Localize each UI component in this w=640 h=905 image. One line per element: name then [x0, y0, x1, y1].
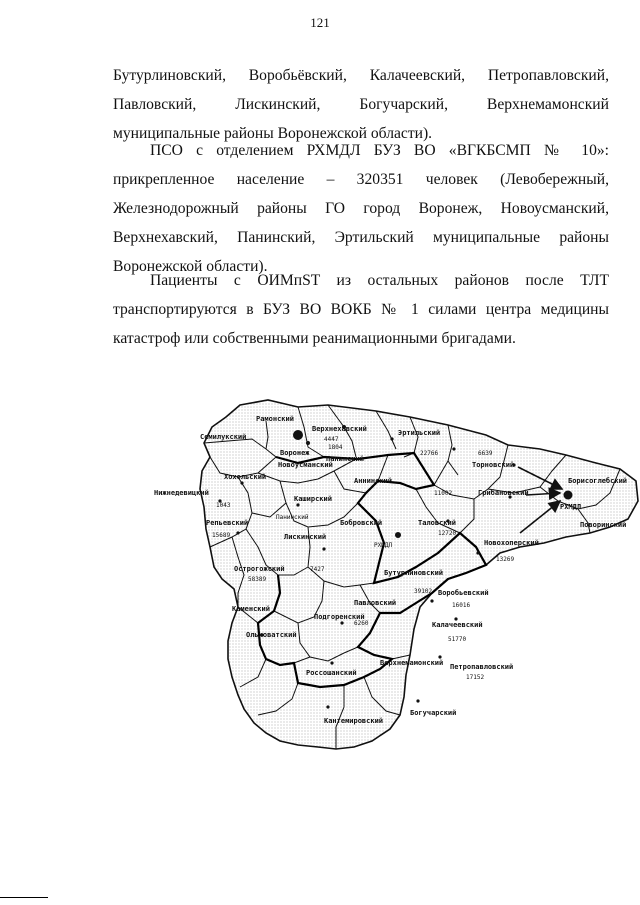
paragraph-1 [113, 61, 609, 148]
map-label-repyevsky: Репьевский [206, 519, 249, 527]
map-label-paninsky: Панинский [326, 455, 364, 463]
map-extra-number: 39102 [414, 588, 433, 595]
map-extra-number: 22766 [420, 450, 439, 457]
map-label-anninsky: Аннинский [354, 477, 392, 485]
map-label-ramonsky: Рамонский [256, 415, 294, 423]
map-value-repyevsky: 15689 [212, 532, 231, 539]
map-value-verkhnekhavsky: 4447 [324, 436, 339, 443]
map-extra-number: 7427 [310, 566, 325, 573]
map-label-ertilsky: Эртильский [398, 429, 441, 437]
map-value-paninsky: 1804 [328, 444, 343, 451]
paragraph-text: Бутурлиновский, Воробьёвский, Калачеевский, Петропавловский, Павловский, Лискинский, Богучарский, Верхнемамонский муниципальные районы Воронежской области). [113, 67, 609, 142]
map-value-pavlovsky: 6260 [354, 620, 369, 627]
map-label-novokhopersky: Новохоперский [484, 539, 539, 547]
map-label-voronezh: Воронеж [280, 449, 310, 457]
map-value-novokhopersky: 13269 [496, 556, 515, 563]
voronezh-region-map [148, 397, 640, 767]
map-label-bogucharsky: Богучарский [410, 709, 457, 717]
map-value-nizhnedevitsky: 1043 [216, 502, 231, 509]
map-label-petropavlovsky: Петропавловский [450, 663, 514, 671]
map-label-rossoshansky: Россошанский [306, 669, 357, 677]
map-label-kashirsky: Каширский [294, 495, 332, 503]
map-label-borisoglebsky: Борисоглебский [568, 477, 628, 485]
map-label-talovsky: Таловский [418, 519, 456, 527]
paragraph-text: ПСО с отделением РХМДЛ БУЗ ВО «ВГКБСМП № 10»: прикрепленное население – 320351 человек (Левобережный, Железнодорожный районы ГО город Воронеж, Новоусманский, Верхнехавский, Панинский, Эртильский муниципальные районы Воронежской области). [113, 142, 609, 275]
map-label-khokholsky: Хохольский [224, 473, 267, 481]
map-value-kalacheevsky: 51770 [448, 636, 467, 643]
map-value-talovsky: 12720 [438, 530, 457, 537]
map-label-gribanovsky: Грибановский [478, 489, 529, 497]
map-label-podgorensky: Подгоренский [314, 613, 365, 621]
map-label-olkhovatsky: Ольховатский [246, 631, 297, 639]
map-label-novousmansky: Новоусманский [278, 461, 333, 469]
map-label-verkhnemamonsky: Верхнемамонский [380, 659, 444, 667]
footnote-rule [0, 897, 48, 898]
map-label-bobrovsky: Бобровский [340, 519, 383, 527]
map-label-vorobyevsky: Воробьевский [438, 589, 489, 597]
map-label-ostrogozhsky: Острогожский [234, 565, 285, 573]
map-value-ostrogozhsky: 58389 [248, 576, 267, 583]
map-label-povorinsky: Поворинский [580, 521, 627, 529]
map-extra-number: 11002 [434, 490, 453, 497]
map-label-kantemirovsky: Кантемировский [324, 717, 384, 725]
map-label-liskinsky: Лискинский [284, 533, 327, 541]
paragraph-3 [113, 266, 609, 353]
paragraph-2 [113, 136, 609, 281]
map-label-tornovsky: Торновский [472, 461, 515, 469]
map-value-vorobyevsky: 16016 [452, 602, 471, 609]
map-label-paninsky-small: Панинский [276, 514, 309, 521]
page-number: 121 [310, 15, 330, 30]
map-label-nizhnedevitsky: Нижнедевицкий [154, 489, 209, 497]
map-value-petropavlovsky: 17152 [466, 674, 485, 681]
map-label-rkhmdl: РХМДЛ [374, 542, 393, 549]
map-label-verkhnekhavsky: Верхнехавский [312, 425, 367, 433]
map-label-buturlinovsky: Бутурлиновский [384, 569, 444, 577]
map-label-kamensky: Каменский [232, 605, 270, 613]
map-value-tornovsky: 6639 [478, 450, 493, 457]
paragraph-text: Пациенты с ОИМпST из остальных районов после ТЛТ транспортируются в БУЗ ВО ВОКБ № 1 силами центра медицины катастроф или собственными реанимационными бригадами. [113, 272, 609, 347]
map-label-rkhmdl-east: РХМДЛ [560, 503, 582, 511]
map-label-semiluksky: Семилукский [200, 433, 247, 441]
map-label-pavlovsky: Павловский [354, 599, 397, 607]
map-label-kalacheevsky: Калачеевский [432, 621, 483, 629]
